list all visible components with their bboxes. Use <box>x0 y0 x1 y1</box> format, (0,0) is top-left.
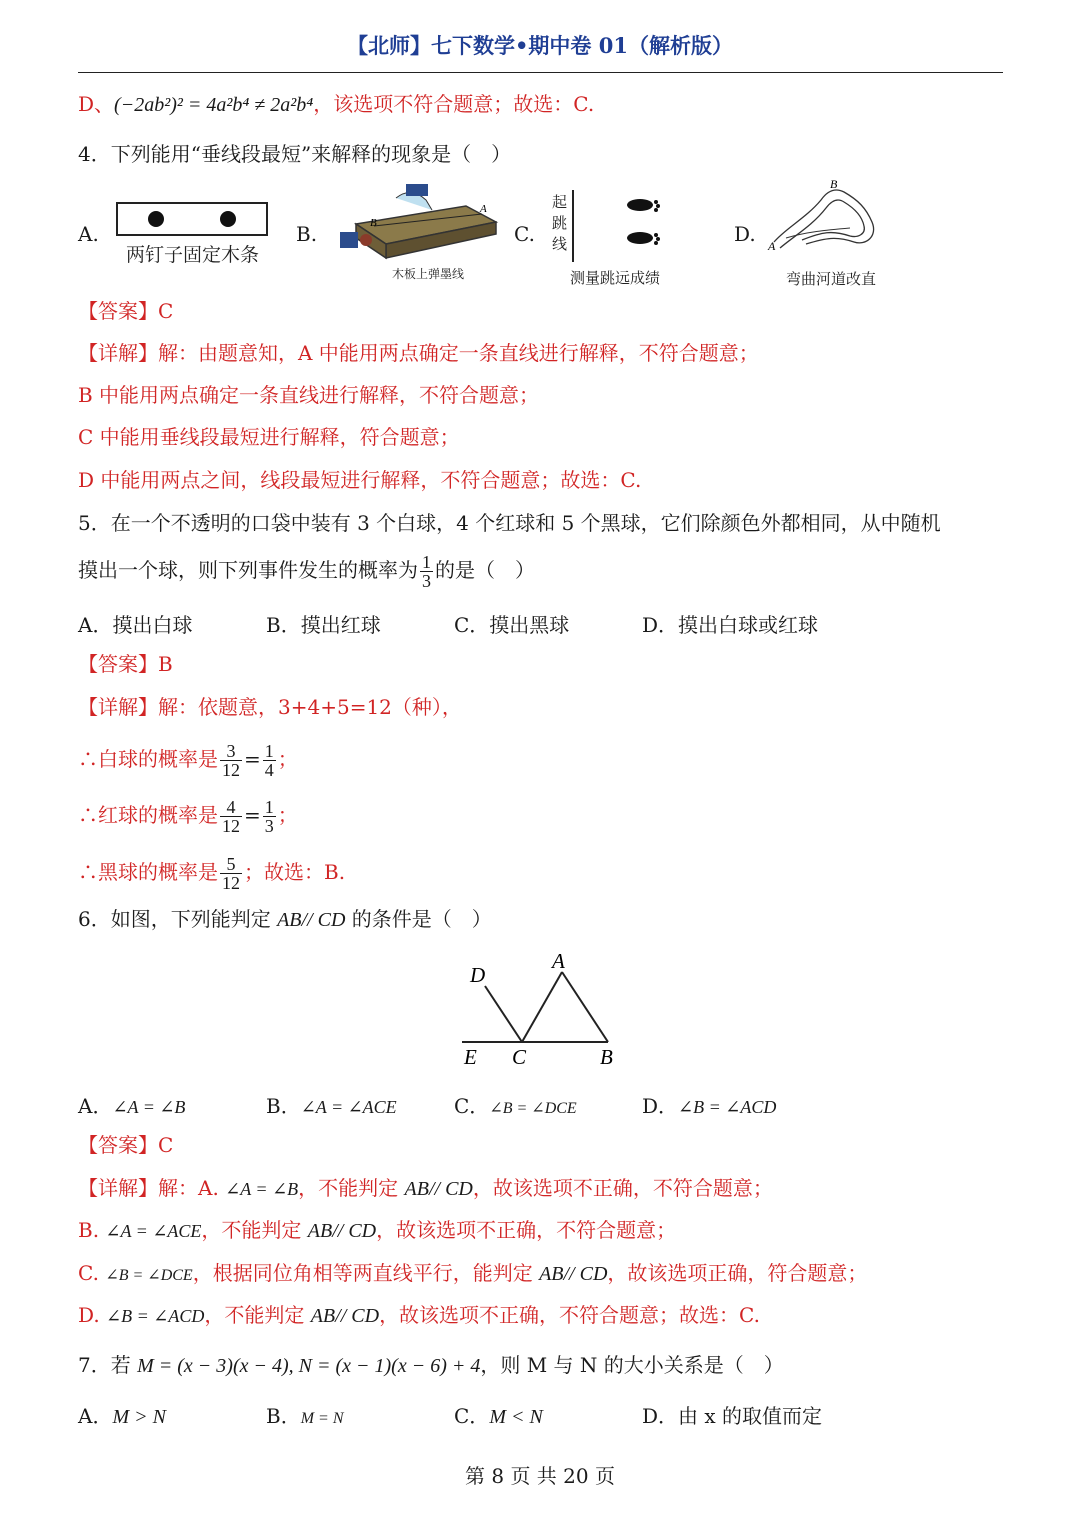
nail-left <box>148 211 164 227</box>
label: A． <box>78 1094 113 1118</box>
q6-option-c <box>454 1090 577 1119</box>
fig-b-letter-a: A <box>480 203 487 215</box>
m: AB// CD <box>404 1178 473 1200</box>
answer-value: C <box>158 299 174 323</box>
point-c-label: C <box>512 1045 527 1069</box>
label: ∴黑球的概率是 <box>78 860 218 884</box>
q5-option-a: A．摸出白球 <box>78 613 193 637</box>
t: D. <box>78 1303 107 1327</box>
label: B． <box>266 1094 301 1118</box>
t: ，故该选项正确，符合题意； <box>607 1261 868 1285</box>
q5-stem-line-2 <box>78 553 535 590</box>
semicolon: ； <box>277 747 298 771</box>
answer-tag: 【答案】 <box>78 299 158 323</box>
m: ∠A = ∠B <box>225 1179 299 1199</box>
q4-caption-c: 测量跳远成绩 <box>570 269 661 287</box>
q7-stem <box>78 1351 784 1380</box>
q4-caption-d: 弯曲河道改直 <box>786 270 877 288</box>
t: ，不能判定 <box>204 1303 311 1327</box>
q5-answer <box>78 650 173 678</box>
q6-answer <box>78 1131 173 1159</box>
math: ∠A = ∠ACE <box>300 1097 397 1117</box>
q4-caption-a: 两钉子固定木条 <box>126 244 260 266</box>
q6-stem <box>78 905 492 934</box>
q4-detail-4: D 中能用两点之间，线段最短进行解释，不符合题意；故选：C. <box>78 468 642 492</box>
prev-d-rest: ，该选项不符合题意；故选：C. <box>313 92 595 116</box>
q6-option-b <box>266 1090 397 1119</box>
q7-option-b <box>266 1400 344 1429</box>
label: C． <box>454 1094 490 1118</box>
fig-d-letter-a: A <box>768 239 776 253</box>
semicolon: ； <box>277 803 298 827</box>
header-divider <box>78 72 1003 73</box>
t: B. <box>78 1218 106 1242</box>
m: ∠B = ∠ACD <box>106 1306 205 1326</box>
t: ，不能判定 <box>298 1176 405 1200</box>
m: AB// CD <box>307 1220 377 1242</box>
fig-b-letter-b: B <box>370 217 377 229</box>
q4-stem: 4．下列能用“垂线段最短”来解释的现象是（ ） <box>78 142 512 166</box>
footprint-lower-icon <box>627 232 660 245</box>
t: 解：A. <box>158 1176 226 1200</box>
q4-detail-1 <box>78 339 759 367</box>
math: M > N <box>112 1406 166 1428</box>
q4-option-d-label: D. <box>734 222 756 246</box>
math: M = N <box>300 1410 344 1427</box>
math: ∠A = ∠B <box>112 1097 186 1117</box>
point-a-label: A <box>552 949 565 973</box>
q6-geometry-figure <box>452 948 632 1070</box>
black-end: ；故选：B. <box>244 860 346 884</box>
math: 由 x 的取值而定 <box>678 1404 823 1428</box>
equals: = <box>244 803 261 827</box>
answer-tag: 【答案】 <box>78 1133 158 1157</box>
q5-option-c: C．摸出黑球 <box>454 613 570 637</box>
answer-value: B <box>158 652 173 676</box>
point-b-label: B <box>600 1045 613 1069</box>
detail-tag: 【详解】 <box>78 695 158 719</box>
q4-detail-3: C 中能用垂线段最短进行解释，符合题意； <box>78 425 460 449</box>
prev-option-d <box>78 90 594 119</box>
point-d-label: D <box>470 963 486 987</box>
q5-white-probability <box>78 742 298 779</box>
t: ，故该选项不正确，不符合题意； <box>472 1176 773 1200</box>
q4-answer <box>78 297 173 325</box>
q5-stem-2a: 摸出一个球，则下列事件发生的概率为 <box>78 558 418 582</box>
q4-take-off-line-text: 起跳线 <box>552 193 568 253</box>
math: M < N <box>489 1406 543 1428</box>
page-header-title: 【北师】七下数学•期中卷 01（解析版） <box>347 33 733 58</box>
q5-detail-1 <box>78 693 462 721</box>
label: ∴白球的概率是 <box>78 747 218 771</box>
t: C. <box>78 1261 106 1285</box>
answer-value: C <box>158 1133 174 1157</box>
q4-figure-a-nails <box>116 202 268 238</box>
q4-caption-b: 木板上弹墨线 <box>392 267 465 281</box>
wood-strip <box>117 203 267 235</box>
math: ∠B = ∠ACD <box>678 1097 777 1117</box>
q6-option-d <box>642 1090 776 1119</box>
fraction: $\frac{1}{3}$ <box>264 797 274 836</box>
footprint-upper-icon <box>627 199 660 212</box>
t: ，根据同位角相等两直线平行，能判定 <box>192 1261 540 1285</box>
fraction: $\frac{5}{12}$ <box>222 854 240 893</box>
detail-tag: 【详解】 <box>78 341 158 365</box>
q7-stem-math: M = (x − 3)(x − 4), N = (x − 1)(x − 6) + 4 <box>137 1355 481 1377</box>
q6-detail-2 <box>78 1216 676 1245</box>
q4-option-a-label: A. <box>78 222 99 246</box>
m: AB// CD <box>539 1263 608 1285</box>
q4-figure-b-ink-line <box>336 184 500 262</box>
q5-option-d: D．摸出白球或红球 <box>642 613 819 637</box>
q6-stem-a: 6．如图，下列能判定 <box>78 907 278 931</box>
q6-option-a <box>78 1090 185 1119</box>
q7-option-d <box>642 1400 822 1429</box>
fraction: $\frac{1}{4}$ <box>264 741 274 780</box>
math: ∠B = ∠DCE <box>489 1100 577 1117</box>
label: B． <box>266 1404 301 1428</box>
t: ，故该选项不正确，不符合题意；故选：C. <box>379 1303 761 1327</box>
q5-black-probability <box>78 855 345 892</box>
q4-option-c-label: C. <box>514 222 535 246</box>
q4-option-b-label: B. <box>296 222 318 246</box>
q6-detail-4 <box>78 1301 760 1330</box>
q6-stem-math: AB// CD <box>277 909 346 931</box>
fraction: $\frac{3}{12}$ <box>222 741 240 780</box>
page-footer: 第 8 页 共 20 页 <box>465 1464 615 1488</box>
q5-stem-2b: 的是（ ） <box>435 558 535 582</box>
q6-stem-b: 的条件是（ ） <box>345 907 492 931</box>
prev-d-math: (−2ab²)² = 4a²b⁴ ≠ 2a²b⁴ <box>114 94 314 116</box>
label: D． <box>642 1404 679 1428</box>
t: ，故该选项不正确，不符合题意； <box>376 1218 677 1242</box>
q7-option-c <box>454 1400 543 1429</box>
q6-detail-3 <box>78 1259 867 1290</box>
fraction: $\frac{4}{12}$ <box>222 797 240 836</box>
detail-tag: 【详解】 <box>78 1176 158 1200</box>
q4-figure-d-river <box>766 178 884 264</box>
label: C． <box>454 1404 490 1428</box>
label: D． <box>642 1094 679 1118</box>
q5-option-b: B．摸出红球 <box>266 613 381 637</box>
q7-stem-b: ，则 M 与 N 的大小关系是（ ） <box>480 1353 784 1377</box>
label: ∴红球的概率是 <box>78 803 218 827</box>
m: AB// CD <box>310 1305 380 1327</box>
q7-option-a <box>78 1400 166 1429</box>
equals: = <box>244 747 261 771</box>
q5-stem-line-1: 5．在一个不透明的口袋中装有 3 个白球，4 个红球和 5 个黑球，它们除颜色外都相同，从中随机 <box>78 511 941 535</box>
segment-c-a <box>522 972 562 1042</box>
segment-a-b <box>562 972 608 1042</box>
segment-d-c <box>485 986 522 1042</box>
q5-fraction-one-third: $\frac{1}{3}$ <box>422 552 431 591</box>
nail-right <box>220 211 236 227</box>
answer-tag: 【答案】 <box>78 652 158 676</box>
q4-detail-2: B 中能用两点确定一条直线进行解释，不符合题意； <box>78 383 540 407</box>
prev-d-prefix: D、 <box>78 92 115 116</box>
q5-red-probability <box>78 798 298 835</box>
m: ∠B = ∠DCE <box>105 1267 193 1284</box>
m: ∠A = ∠ACE <box>105 1221 202 1241</box>
detail-text: 解：由题意知，A 中能用两点确定一条直线进行解释，不符合题意； <box>158 341 759 365</box>
q7-stem-a: 7．若 <box>78 1353 138 1377</box>
q6-detail-1 <box>78 1174 773 1203</box>
detail-text: 解：依题意，3+4+5=12（种）， <box>158 695 462 719</box>
q4-figure-c-jump <box>570 190 670 264</box>
point-e-label: E <box>464 1045 477 1069</box>
fig-d-letter-b: B <box>830 178 838 191</box>
t: ，不能判定 <box>201 1218 308 1242</box>
label: A． <box>78 1404 113 1428</box>
